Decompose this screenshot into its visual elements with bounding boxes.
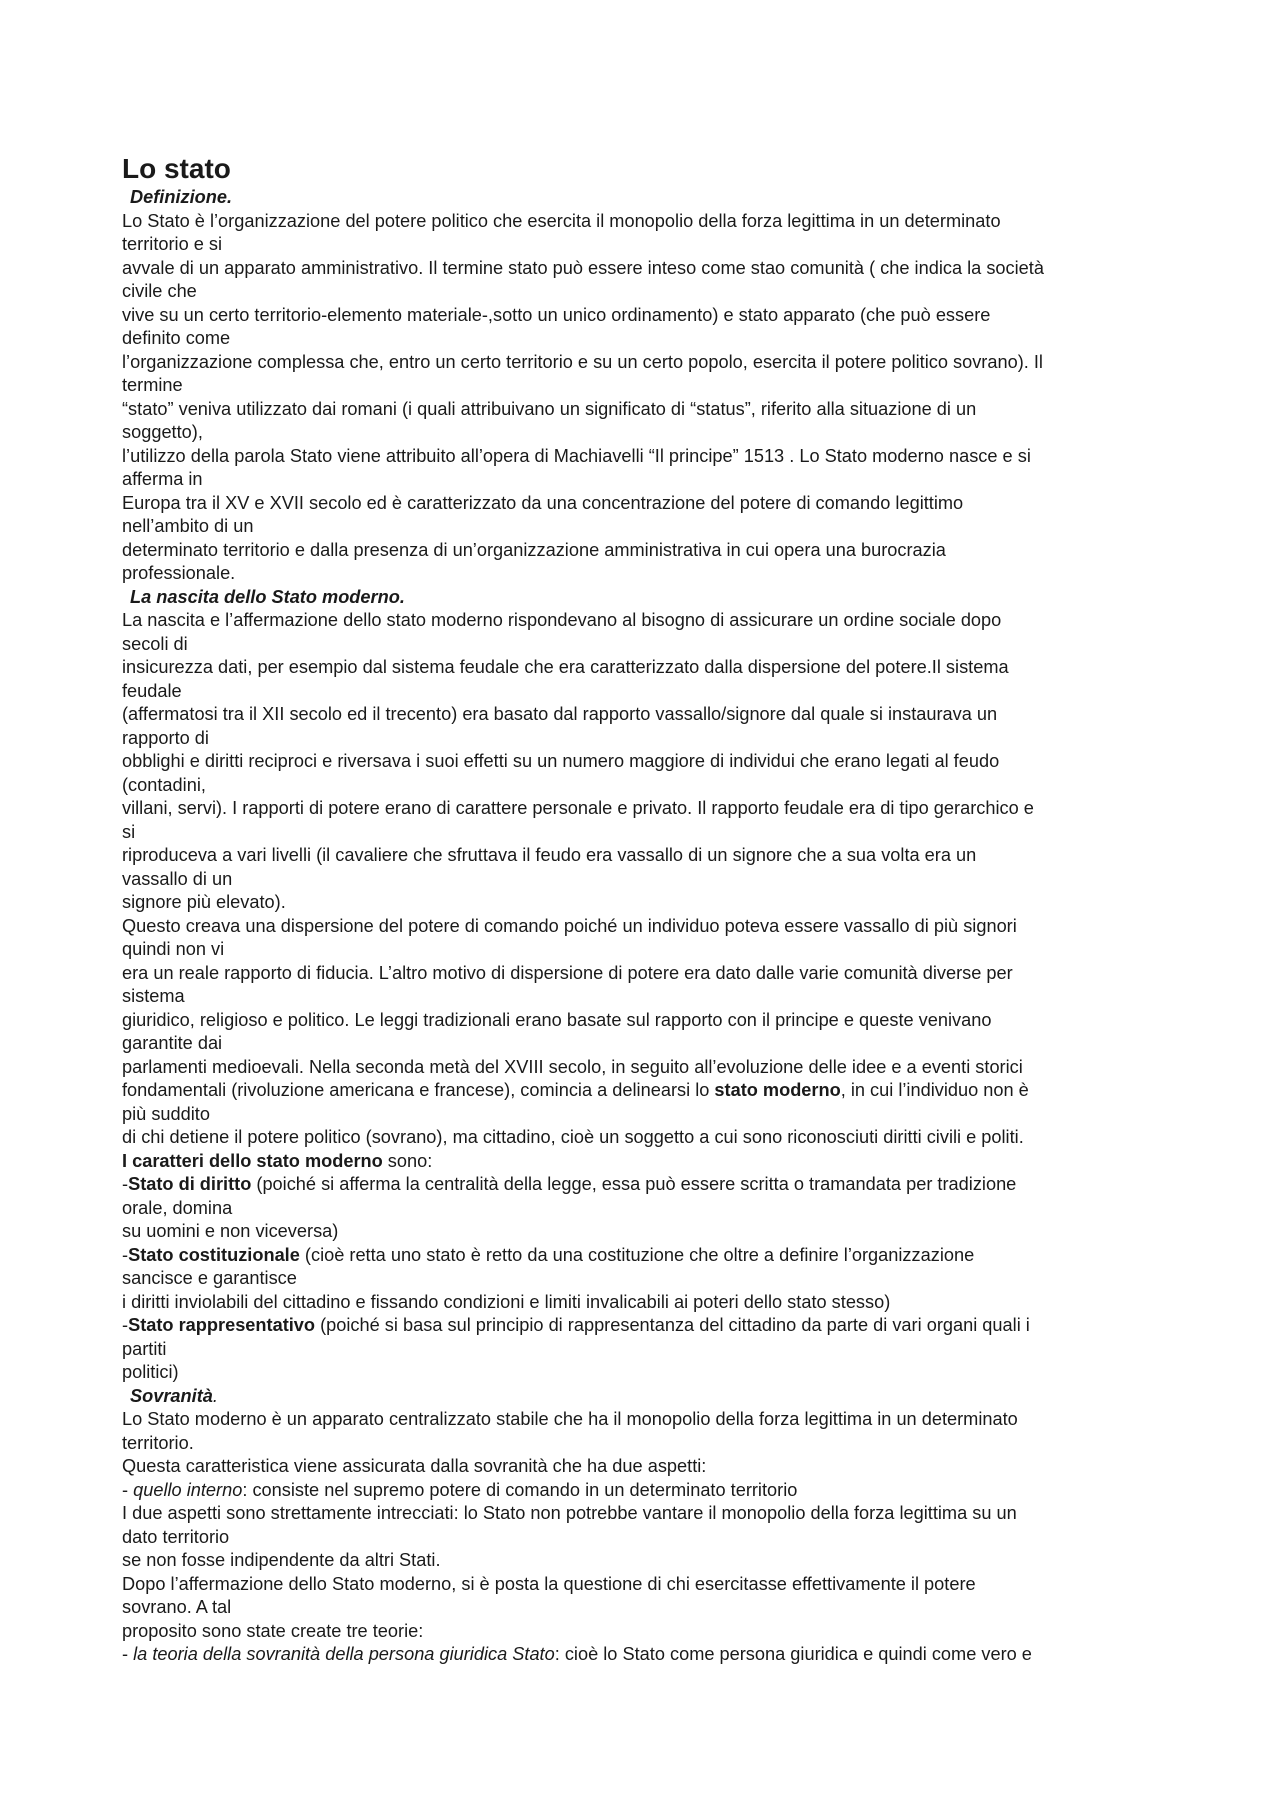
text-line: avvale di un apparato amministrativo. Il termine stato può essere inteso come stao comunità ( che indica la società (122, 257, 1044, 278)
text-line: insicurezza dati, per esempio dal sistema feudale che era caratterizzato dalla dispersione del potere.Il sistema (122, 657, 1009, 677)
nascita-body (122, 609, 1182, 1079)
text-line: “stato” veniva utilizzato dai romani (i quali attribuivano un significato di “status”, riferito alla situazione di un (122, 398, 977, 419)
text-line: afferma in (122, 469, 203, 489)
modern-state-line (122, 1079, 1182, 1103)
text-line: Questa caratteristica viene assicurata dalla sovranità che ha due aspetti: (122, 1456, 707, 1476)
bold-text: stato moderno (714, 1080, 841, 1100)
heading-dot: . (212, 1385, 218, 1406)
heading-text: Sovranità (130, 1385, 213, 1406)
list-item-stato-rappresentativo (122, 1314, 1182, 1385)
text-line: Lo Stato è l’organizzazione del potere politico che esercita il monopolio della forza legittima in un determinato (122, 210, 1001, 231)
section-heading-sovranita (122, 1385, 1182, 1409)
page-title: Lo stato (122, 153, 231, 184)
caratteri-line (122, 1150, 1182, 1174)
nascita-body-continued (122, 1103, 1182, 1150)
text-line: territorio e si (122, 234, 223, 254)
text-line: l’utilizzo della parola Stato viene attribuito all’opera di Machiavelli “Il principe” 1513 . Lo Stato moderno nasce e si (122, 445, 1031, 466)
text-run: fondamentali (rivoluzione americana e francese), comincia a delinearsi lo (122, 1080, 715, 1100)
text-line: riproduceva a vari livelli (il cavaliere che sfruttava il feudo era vassallo di un signore che a sua volta era un (122, 845, 977, 865)
text-run: (poiché si basa sul principio di rappresentanza del cittadino da parte di vari organi quali i (315, 1315, 1030, 1335)
text-line: se non fosse indipendente da altri Stati. (122, 1550, 441, 1570)
text-run: (poiché si afferma la centralità della legge, essa può essere scritta o tramandata per tradizione (251, 1174, 1017, 1194)
text-line: Dopo l’affermazione dello Stato moderno, si è posta la questione di chi esercitasse effettivamente il potere (122, 1573, 976, 1594)
text-line: signore più elevato). (122, 892, 286, 912)
text-line: soggetto), (122, 422, 203, 442)
text-line: sovrano. A tal (122, 1597, 232, 1617)
list-dash: - (122, 1479, 134, 1500)
list-item-stato-di-diritto (122, 1173, 1182, 1244)
text-line: civile che (122, 281, 197, 301)
text-run: (cioè retta uno stato è retto da una costituzione che oltre a definire l’organizzazione (299, 1244, 975, 1265)
text-line: villani, servi). I rapporti di potere erano di carattere personale e privato. Il rapporto feudale era di tipo gerarchico e (122, 798, 1034, 818)
teoria-line (122, 1643, 1182, 1667)
text-run: : cioè lo Stato come persona giuridica e quindi come vero e (554, 1644, 1032, 1664)
text-line: La nascita e l’affermazione dello stato moderno rispondevano al bisogno di assicurare un ordine sociale dopo (122, 610, 1002, 630)
text-line: garantite dai (122, 1033, 223, 1053)
text-line: dato territorio (122, 1526, 230, 1547)
text-line: (contadini, (122, 774, 206, 795)
text-line: rapporto di (122, 727, 209, 748)
text-run: , in cui l’individuo non è (840, 1080, 1029, 1100)
text-line: vassallo di un (122, 868, 233, 889)
text-line: orale, domina (122, 1197, 233, 1218)
bold-text: Stato costituzionale (128, 1244, 300, 1265)
quello-interno-line (122, 1479, 1182, 1503)
text-line: si (122, 821, 136, 842)
text-line: partiti (122, 1338, 167, 1359)
text-line: obblighi e diritti reciproci e riversava i suoi effetti su un numero maggiore di individui che erano legati al feudo (122, 751, 1000, 771)
text-line: Lo Stato moderno è un apparato centralizzato stabile che ha il monopolio della forza legittima in un determinato (122, 1409, 1018, 1429)
sovranita-body-continued (122, 1502, 1182, 1643)
text-line: sistema (122, 986, 185, 1006)
text-line: determinato territorio e dalla presenza di un’organizzazione amministrativa in cui opera una burocrazia (122, 539, 946, 560)
text-line: parlamenti medioevali. Nella seconda metà del XVIII secolo, in seguito all’evoluzione delle idee e a eventi storici (122, 1056, 1023, 1077)
text-run: : consiste nel supremo potere di comando in un determinato territorio (242, 1479, 798, 1500)
text-line: quindi non vi (122, 939, 225, 959)
sovranita-body (122, 1408, 1182, 1479)
text-line: giuridico, religioso e politico. Le leggi tradizionali erano basate sul rapporto con il principe e queste venivano (122, 1009, 992, 1030)
text-line: territorio. (122, 1432, 194, 1453)
list-dash: - (122, 1644, 134, 1664)
text-line: I due aspetti sono strettamente intrecciati: lo Stato non potrebbe vantare il monopolio della forza legittima su un (122, 1503, 1017, 1523)
text-line: professionale. (122, 563, 236, 583)
text-line: (affermatosi tra il XII secolo ed il trecento) era basato dal rapporto vassallo/signore dal quale si instaurava un (122, 704, 998, 724)
text-line: sancisce e garantisce (122, 1268, 297, 1288)
text-line: proposito sono state create tre teorie: (122, 1620, 424, 1641)
text-line: Questo creava una dispersione del potere di comando poiché un individuo poteva essere vassallo di più signori (122, 915, 1017, 936)
text-run: sono: (382, 1150, 433, 1171)
text-line: feudale (122, 680, 182, 701)
list-dash: - (122, 1244, 129, 1265)
text-line: Europa tra il XV e XVII secolo ed è caratterizzato da una concentrazione del potere di comando legittimo (122, 492, 964, 513)
text-line: secoli di (122, 633, 188, 654)
bold-text: Stato di diritto (128, 1174, 252, 1194)
list-dash: - (122, 1174, 129, 1194)
section-heading-definizione: Definizione. (130, 187, 233, 207)
text-line: definito come (122, 328, 231, 348)
list-item-stato-costituzionale (122, 1244, 1182, 1315)
text-line: di chi detiene il potere politico (sovrano), ma cittadino, cioè un soggetto a cui sono riconosciuti diritti civili e politi. (122, 1127, 1024, 1147)
text-line: più suddito (122, 1103, 210, 1124)
bold-text: Stato rappresentativo (128, 1315, 316, 1335)
text-line: l’organizzazione complessa che, entro un certo territorio e su un certo popolo, esercita il potere politico sovrano). Il (122, 351, 1043, 372)
document-page (122, 152, 1182, 1667)
text-line: vive su un certo territorio-elemento materiale-,sotto un unico ordinamento) e stato apparato (che può essere (122, 304, 991, 325)
text-line: su uomini e non viceversa) (122, 1221, 339, 1241)
text-line: politici) (122, 1362, 179, 1382)
bold-text: I caratteri dello stato moderno (122, 1150, 383, 1171)
text-line: i diritti inviolabili del cittadino e fissando condizioni e limiti invalicabili ai poteri dello stato stesso) (122, 1291, 891, 1312)
italic-text: la teoria della sovranità della persona giuridica Stato (133, 1644, 555, 1664)
section-heading-nascita: La nascita dello Stato moderno. (130, 586, 405, 607)
list-dash: - (122, 1315, 129, 1335)
text-line: era un reale rapporto di fiducia. L’altro motivo di dispersione di potere era dato dalle varie comunità diverse per (122, 962, 1013, 983)
text-line: termine (122, 375, 183, 395)
text-line: nell’ambito di un (122, 516, 254, 536)
italic-text: quello interno (133, 1479, 243, 1500)
definizione-body (122, 210, 1182, 586)
